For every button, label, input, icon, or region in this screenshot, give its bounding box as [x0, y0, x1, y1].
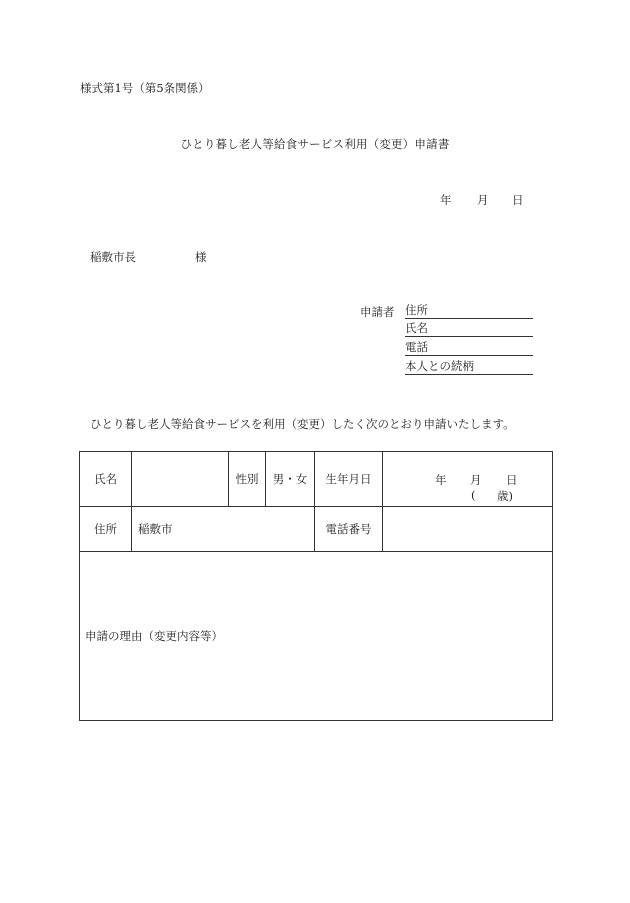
intro-text: ひとり暮し老人等給食サービスを利用（変更）したく次のとおり申請いたします。: [90, 417, 515, 431]
address-input[interactable]: 稲敷市: [132, 507, 315, 552]
address-label: 住所: [80, 507, 132, 552]
age-unit-label: 歳): [497, 489, 513, 503]
applicant-address-field[interactable]: 住所: [405, 302, 533, 319]
applicant-phone-field[interactable]: 電話: [405, 339, 533, 356]
date-year-label: 年: [440, 193, 452, 207]
age-open-paren: (: [471, 488, 476, 502]
date-month-label: 月: [477, 193, 489, 207]
phone-label: 電話番号: [315, 507, 383, 552]
gender-label: 性別: [229, 452, 266, 507]
addressee-name: 稲敷市長: [90, 250, 136, 264]
addressee-honorific: 様: [195, 250, 207, 264]
form-title: ひとり暮し老人等給食サービス利用（変更）申請書: [180, 137, 450, 151]
form-number: 様式第1号（第5条関係）: [80, 81, 210, 95]
table-row: [80, 552, 553, 721]
birthdate-input[interactable]: [383, 452, 553, 507]
birth-month-label: 月: [470, 473, 482, 487]
date-day-label: 日: [512, 193, 524, 207]
name-label: 氏名: [80, 452, 132, 507]
applicant-name-field[interactable]: 氏名: [405, 320, 533, 337]
gender-options[interactable]: 男・女: [266, 452, 315, 507]
table-row: [80, 507, 553, 552]
reason-field[interactable]: [80, 552, 553, 721]
reason-label: 申請の理由（変更内容等）: [85, 629, 223, 643]
table-row: [80, 452, 553, 507]
name-input[interactable]: [132, 452, 229, 507]
applicant-relationship-field[interactable]: 本人との続柄: [405, 358, 533, 375]
applicant-label: 申請者: [360, 305, 395, 319]
birth-day-label: 日: [506, 473, 518, 487]
birthdate-label: 生年月日: [315, 452, 383, 507]
phone-input[interactable]: [383, 507, 553, 552]
birth-year-label: 年: [435, 473, 447, 487]
application-table: [79, 451, 553, 721]
